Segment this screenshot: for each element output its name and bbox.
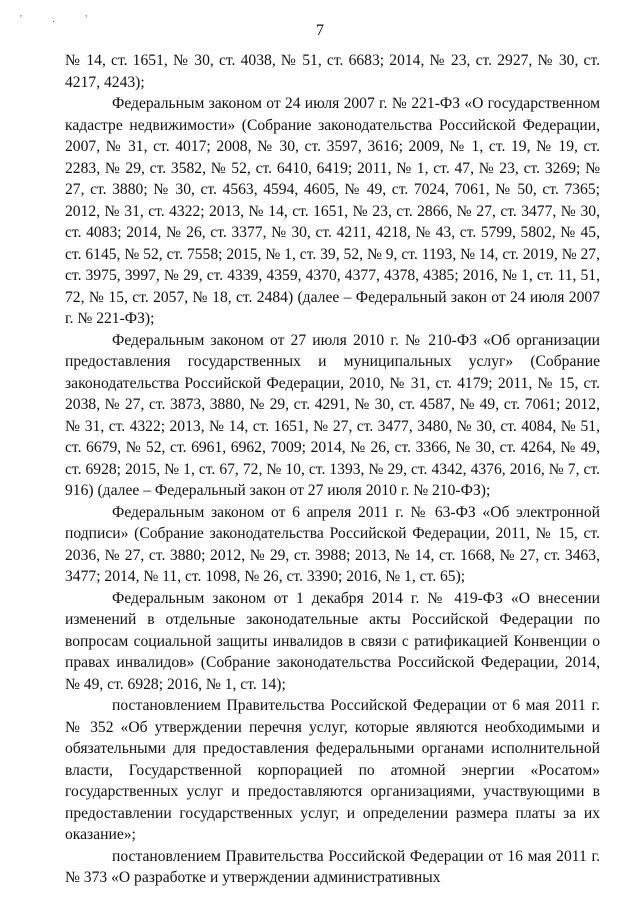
paragraph-law-210-fz: Федеральным законом от 27 июля 2010 г. № 210-ФЗ «Об организации предоставления государственных и муниципальных услуг» (Собрание законодательства Российской Федерации, 2010, № 31, ст. 4179; 2011, № 15, ст. 2038, № 27, ст. 3873, 3880, № 29, ст. 4291, № 30, ст. 4587, № 49, ст. 7061; 2012, № 31, ст. 4322; 2013, № 14, ст. 1651, № 27, ст. 3477, 3480, № 30, ст. 4084, № 51, ст. 6679, № 52, ст. 6961, 6962, 7009; 2014, № 26, ст. 3366, № 30, ст. 4264, № 49, ст. 6928; 2015, № 1, ст. 67, 72, № 10, ст. 1393, № 29, ст. 4342, 4376, 2016, № 7, ст. 916) (далее – Федеральный закон от 27 июля 2010 г. № 210-ФЗ); [65, 331, 600, 499]
paragraph-law-63-fz: Федеральным законом от 6 апреля 2011 г. № 63-ФЗ «Об электронной подписи» (Собрание законодательства Российской Федерации, 2011, № 15, ст. 2036, № 27, ст. 3880; 2012, № 29, ст. 3988; 2013, № 14, ст. 1668, № 27, ст. 3463, 3477; 2014, № 11, ст. 1098, № 26, ст. 3390; 2016, № 1, ст. 65); [65, 503, 600, 585]
paragraph-continuation: № 14, ст. 1651, № 30, ст. 4038, № 51, ст. 6683; 2014, № 23, ст. 2927, № 30, ст. 4217, 4243); [65, 52, 600, 91]
paragraph-resolution-373: постановлением Правительства Российской Федерации от 16 мая 2011 г. № 373 «О разработке и утверждении административных [65, 847, 600, 886]
scan-specks: ' . ' [20, 14, 102, 25]
paragraph-law-419-fz: Федеральным законом от 1 декабря 2014 г. № 419-ФЗ «О внесении изменений в отдельные законодательные акты Российской Федерации по вопросам социальной защиты инвалидов в связи с ратификацией Конвенции о правах инвалидов» (Собрание законодательства Российской Федерации, 2014, № 49, ст. 6928; 2016, № 1, ст. 14); [65, 589, 600, 693]
paragraph-resolution-352: постановлением Правительства Российской Федерации от 6 мая 2011 г. № 352 «Об утверждении перечня услуг, которые являются необходимыми и обязательными для предоставления федеральными органами исполнительной власти, Государственной корпорацией по атомной энергии «Росатом» государственных услуг и предоставляются организациями, участвующими в предоставлении государственных услуг, и определении размера платы за их оказание»; [65, 697, 600, 843]
body-text [65, 50, 600, 889]
paragraph-law-221-fz: Федеральным законом от 24 июля 2007 г. № 221-ФЗ «О государственном кадастре недвижимости» (Собрание законодательства Российской Федерации, 2007, № 31, ст. 4017; 2008, № 30, ст. 3597, 3616; 2009, № 1, ст. 19, № 19, ст. 2283, № 29, ст. 3582, № 52, ст. 6410, 6419; 2011, № 1, ст. 47, № 23, ст. 3269; № 27, ст. 3880; № 30, ст. 4563, 4594, 4605, № 49, ст. 7024, 7061, № 50, ст. 7365; 2012, № 31, ст. 4322; 2013, № 14, ст. 1651, № 23, ст. 2866, № 27, ст. 3477, № 30, ст. 4083; 2014, № 26, ст. 3377, № 30, ст. 4211, 4218, № 43, ст. 5799, 5802, № 45, ст. 6145, № 52, ст. 7558; 2015, № 1, ст. 39, 52, № 9, ст. 1193, № 14, ст. 2019, № 27, ст. 3975, 3997, № 29, ст. 4339, 4359, 4370, 4377, 4378, 4385; 2016, № 1, ст. 11, 51, 72, № 15, ст. 2057, № 18, ст. 2484) (далее – Федеральный закон от 24 июля 2007 г. № 221-ФЗ); [65, 95, 600, 327]
page-number: 7 [316, 22, 324, 39]
